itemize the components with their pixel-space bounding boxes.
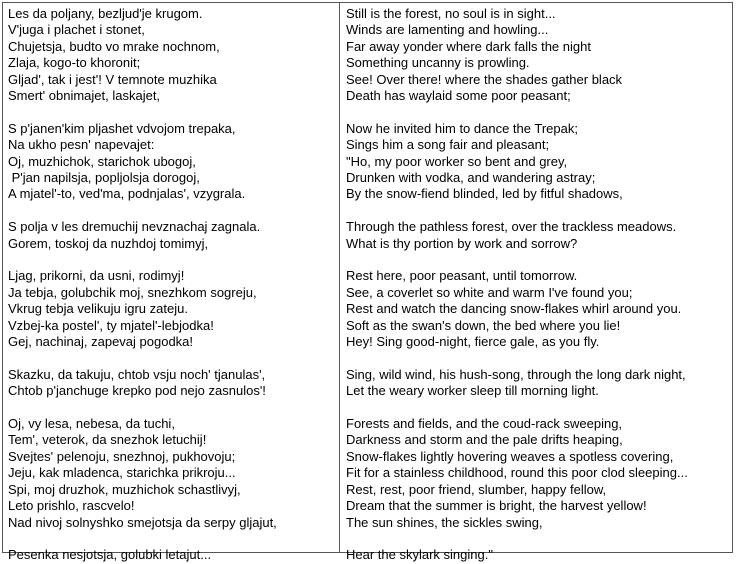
russian-stanza [8,268,339,350]
english-line: Darkness and storm and the pale drifts heaping, [346,432,623,448]
english-stanza [346,121,732,203]
stanza-gap [8,203,339,219]
english-line: Something uncanny is prowling. [346,55,530,71]
russian-line: Zlaja, kogo-to khoronit; [8,55,141,71]
russian-stanza [8,416,339,531]
english-line: Through the pathless forest, over the trackless meadows. [346,219,677,235]
english-line: By the snow-fiend blinded, led by fitful shadows, [346,186,623,202]
russian-line: Jeju, kak mladenca, starichka prikroju... [8,465,236,481]
russian-line: A mjatel'-to, ved'ma, podnjalas', vzygrala. [8,186,246,202]
english-line: Rest and watch the dancing snow-flakes whirl around you. [346,301,682,317]
russian-line: Oj, muzhichok, starichok ubogoj, [8,153,196,169]
russian-line: Tem', veterok, da snezhok letuchij! [8,432,207,448]
english-line: Now he invited him to dance the Trepak; [346,120,578,136]
russian-line: P'jan napilsja, popljolsja dorogoj, [8,170,200,186]
russian-line: S polja v les dremuchij nevznachaj zagnala. [8,219,261,235]
english-line: See, a coverlet so white and warm I've found you; [346,284,633,300]
english-line: Far away yonder where dark falls the night [346,38,591,54]
stanza-gap [8,252,339,268]
stanza-gap [346,252,732,268]
stanza-gap [346,203,732,219]
russian-line: Oj, vy lesa, nebesa, da tuchi, [8,416,175,432]
russian-stanza [8,121,339,203]
english-line: Sings him a song fair and pleasant; [346,137,550,153]
russian-stanza [8,547,339,563]
russian-line: Skazku, da takuju, chtob vsju noch' tjanulas', [8,366,266,382]
english-stanza [346,416,732,531]
stanza-gap [8,400,339,416]
russian-line: Vkrug tebja velikuju igru zateju. [8,301,188,317]
russian-stanza [8,219,339,252]
english-stanza [346,6,732,104]
russian-line: Na ukho pesn' napevajet: [8,137,155,153]
english-line: Sing, wild wind, his hush-song, through the long dark night, [346,366,686,382]
russian-stanza [8,367,339,400]
stanza-gap [346,350,732,366]
english-line: Let the weary worker sleep till morning light. [346,383,599,399]
russian-line: Leto prishlo, rascvelo! [8,498,135,514]
russian-line: Gljad', tak i jest'! V temnote muzhika [8,71,217,87]
russian-line: Nad nivoj solnyshko smejotsja da serpy gljajut, [8,514,277,530]
english-line: Winds are lamenting and howling... [346,22,549,38]
russian-line: Chujetsja, budto vo mrake nochnom, [8,38,220,54]
russian-transliteration-column [3,3,340,563]
stanza-gap [346,104,732,120]
english-stanza [346,219,732,252]
english-line: Hey! Sing good-night, fierce gale, as you fly. [346,334,600,350]
english-line: Rest, rest, poor friend, slumber, happy fellow, [346,481,607,497]
english-line: See! Over there! where the shades gather black [346,71,623,87]
russian-line: Svejtes' pelenoju, snezhnoj, pukhovoju; [8,448,236,464]
english-line: Dream that the summer is bright, the harvest yellow! [346,498,647,514]
russian-stanza [8,6,339,104]
stanza-gap [8,531,339,547]
russian-line: Ja tebja, golubchik moj, snezhkom sogreju, [8,284,257,300]
stanza-gap [346,400,732,416]
russian-line: Les da poljany, bezljud'je krugom. [8,6,203,21]
english-stanza [346,268,732,350]
russian-line: Gej, nachinaj, zapevaj pogodka! [8,334,194,350]
english-line: Drunken with vodka, and wandering astray; [346,170,596,186]
stanza-gap [8,350,339,366]
english-line: Soft as the swan's down, the bed where you lie! [346,317,621,333]
english-line: Rest here, poor peasant, until tomorrow. [346,268,578,284]
english-line: Still is the forest, no soul is in sight... [346,6,556,21]
english-line: Death has waylaid some poor peasant; [346,88,571,104]
english-line: Snow-flakes lightly hovering weaves a spotless covering, [346,448,674,464]
russian-line: V'juga i plachet i stonet, [8,22,145,38]
russian-line: Smert' obnimajet, laskajet, [8,88,161,104]
english-line: Hear the skylark singing." [346,547,493,563]
russian-line: Pesenka nesjotsja, golubki letajut... [8,547,212,563]
russian-line: Spi, moj druzhok, muzhichok schastlivyj, [8,481,241,497]
english-line: The sun shines, the sickles swing, [346,514,543,530]
english-stanza [346,367,732,400]
russian-line: Vzbej-ka postel', ty mjatel'-lebjodka! [8,317,214,333]
english-line: "Ho, my poor worker so bent and grey, [346,153,568,169]
russian-line: Gorem, toskoj da nuzhdoj tomimyj, [8,235,209,251]
english-line: Forests and fields, and the coud-rack sweeping, [346,416,623,432]
stanza-gap [8,104,339,120]
russian-line: Chtob p'janchuge krepko pod nejo zasnulos'! [8,383,266,399]
english-translation-column [340,3,732,563]
english-line: Fit for a stainless childhood, round this poor clod sleeping... [346,465,688,481]
english-stanza [346,547,732,563]
english-line: What is thy portion by work and sorrow? [346,235,578,251]
stanza-gap [346,531,732,547]
lyrics-table [2,2,733,563]
russian-line: Ljag, prikorni, da usni, rodimyj! [8,268,185,284]
russian-line: S p'janen'kim pljashet vdvojom trepaka, [8,120,236,136]
